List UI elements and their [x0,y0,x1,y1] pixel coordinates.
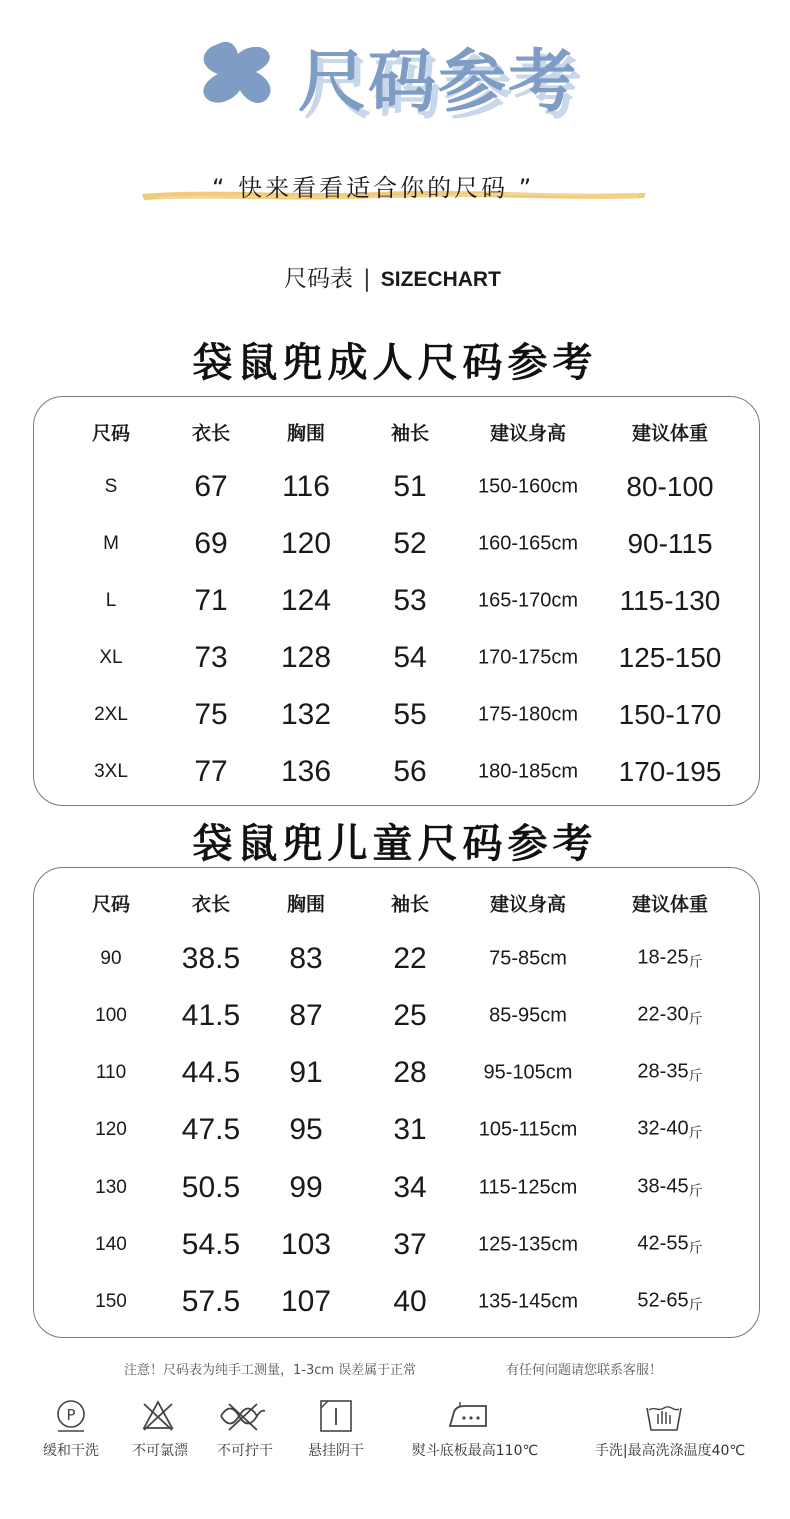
adult-cell-height: 160-165cm [477,532,579,555]
adult-cell-size: S [104,476,118,497]
kids-header-weight: 建议体重 [631,893,709,916]
adult-header-length: 衣长 [191,422,231,445]
adult-cell-chest: 116 [282,470,330,503]
adult-cell-length: 75 [194,698,228,731]
kids-cell-weight [637,1176,702,1201]
kids-cell-sleeve: 37 [393,1228,427,1261]
kids-cell-length: 50.5 [181,1171,241,1204]
sizechart-heading [284,260,501,293]
contact-note: 有任何问题请您联系客服！ [506,1363,663,1378]
adult-cell-height: 165-170cm [477,589,579,612]
adult-cell-height: 150-160cm [477,475,579,498]
hand-wash-40-icon [644,1398,684,1434]
adult-cell-height: 170-175cm [477,646,579,669]
adult-cell-weight: 115-130 [619,585,721,616]
adult-cell-chest: 120 [280,527,332,560]
kids-header-chest: 胸围 [286,893,326,916]
kids-cell-height: 75-85cm [489,947,567,970]
care-label-no-bleach: 不可氯漂 [132,1443,188,1459]
kids-cell-height: 115-125cm [478,1176,578,1199]
adult-cell-size: XL [99,647,123,668]
adult-header-size: 尺码 [91,422,131,445]
care-label-hand-wash: 手洗|最高洗涤温度40℃ [594,1443,746,1459]
adult-cell-chest: 132 [280,698,332,731]
no-bleach-icon [140,1398,176,1434]
weight-unit: 斤 [688,1011,703,1028]
care-label-gentle-dry-clean: 缓和干洗 [43,1443,99,1459]
kids-cell-height: 95-105cm [483,1061,573,1084]
kids-header-size: 尺码 [91,893,131,916]
adult-cell-size: 2XL [94,704,128,725]
adult-cell-height: 175-180cm [477,703,579,726]
adult-header-sleeve: 袖长 [390,422,430,445]
page-title: 尺码参考 [298,43,579,122]
kids-cell-weight [637,1233,702,1258]
adult-cell-chest: 128 [280,641,332,674]
kids-header-length: 衣长 [191,893,231,916]
weight-value: 22-30 [637,1003,689,1026]
subtitle-text: 快来看看适合你的尺码 [238,174,509,202]
adult-header-weight: 建议体重 [631,422,709,445]
kids-size-table [33,867,760,1338]
kids-cell-size: 130 [95,1177,127,1198]
kids-cell-sleeve: 25 [393,999,427,1032]
kids-cell-size: 100 [95,1005,127,1026]
kids-cell-length: 38.5 [181,942,241,975]
weight-value: 38-45 [637,1175,689,1198]
adult-header-height: 建议身高 [489,422,567,445]
kids-cell-weight [637,947,702,972]
kids-cell-chest: 83 [289,942,323,975]
kids-cell-size: 140 [95,1234,127,1255]
kids-cell-length: 54.5 [181,1228,241,1261]
weight-value: 52-65 [637,1289,689,1312]
adult-cell-sleeve: 55 [393,698,427,731]
kids-cell-length: 41.5 [181,999,241,1032]
svg-text:P: P [66,1406,76,1424]
kids-cell-length: 44.5 [181,1056,241,1089]
close-quote: ” [518,174,535,202]
kids-cell-weight [637,1061,702,1086]
adult-cell-sleeve: 56 [393,755,427,788]
adult-cell-size: L [105,590,117,611]
kids-cell-sleeve: 34 [393,1171,427,1204]
adult-cell-size: M [103,533,119,554]
weight-unit: 斤 [688,954,703,971]
weight-unit: 斤 [688,1297,703,1314]
kids-cell-size: 110 [95,1062,127,1083]
adult-cell-sleeve: 53 [393,584,427,617]
gentle-dry-clean-icon [53,1398,89,1434]
adult-header-chest: 胸围 [286,422,326,445]
sizechart-en: SIZECHART [380,268,501,291]
kids-cell-sleeve: 22 [393,942,427,975]
weight-value: 28-35 [637,1060,689,1083]
adult-cell-sleeve: 52 [393,527,427,560]
kids-cell-height: 105-115cm [478,1118,578,1141]
adult-cell-weight: 90-115 [627,528,713,559]
iron-110-icon [446,1398,492,1434]
care-label-no-wring: 不可拧干 [217,1443,273,1459]
adult-cell-chest: 136 [280,755,332,788]
adult-cell-size: 3XL [94,761,128,782]
kids-cell-chest: 99 [289,1171,323,1204]
kids-cell-chest: 87 [289,999,323,1032]
weight-unit: 斤 [688,1240,703,1257]
open-quote: “ [212,174,228,202]
adult-cell-weight: 150-170 [618,699,722,730]
hang-dry-shade-icon [318,1398,354,1434]
kids-cell-weight [637,1118,702,1143]
no-wring-icon [217,1398,267,1434]
adult-cell-weight: 80-100 [626,471,714,502]
kids-cell-length: 57.5 [181,1285,241,1318]
weight-value: 42-55 [637,1232,689,1255]
star-icon [196,38,286,110]
kids-cell-length: 47.5 [181,1113,241,1146]
adult-cell-sleeve: 51 [393,470,427,503]
kids-cell-weight [637,1290,702,1315]
adult-cell-length: 67 [194,470,228,503]
adult-cell-sleeve: 54 [393,641,427,674]
kids-cell-weight [637,1004,702,1029]
measurement-note: 注意！尺码表为纯手工测量，1-3cm 误差属于正常 [124,1363,417,1378]
kids-header-sleeve: 袖长 [390,893,430,916]
kids-cell-sleeve: 40 [393,1285,427,1318]
adult-cell-length: 69 [194,527,228,560]
adult-cell-chest: 124 [280,584,332,617]
adult-table-title: 袋鼠兜成人尺码参考 [192,340,598,386]
adult-cell-length: 73 [194,641,228,674]
sizechart-separator: | [363,266,371,292]
adult-cell-height: 180-185cm [477,760,579,783]
kids-cell-sleeve: 31 [393,1113,427,1146]
care-label-iron: 熨斗底板最高110℃ [411,1443,539,1459]
adult-cell-weight: 170-195 [618,756,722,787]
kids-cell-size: 120 [95,1119,127,1140]
kids-table-title: 袋鼠兜儿童尺码参考 [192,821,598,867]
weight-value: 18-25 [637,946,689,969]
subtitle [212,168,534,203]
kids-cell-height: 125-135cm [477,1233,579,1256]
kids-cell-chest: 107 [280,1285,332,1318]
kids-cell-chest: 103 [280,1228,332,1261]
weight-unit: 斤 [688,1125,703,1142]
weight-unit: 斤 [688,1068,703,1085]
adult-cell-length: 71 [194,584,228,617]
sizechart-cn: 尺码表 [284,266,353,292]
kids-cell-height: 85-95cm [489,1004,567,1027]
care-label-hang-dry: 悬挂阴干 [308,1443,364,1459]
kids-cell-chest: 95 [289,1113,323,1146]
kids-header-height: 建议身高 [489,893,567,916]
adult-cell-weight: 125-150 [618,642,722,673]
kids-cell-chest: 91 [289,1056,323,1089]
kids-cell-size: 90 [100,948,122,969]
kids-cell-size: 150 [95,1291,127,1312]
adult-cell-length: 77 [194,755,228,788]
kids-cell-sleeve: 28 [393,1056,427,1089]
weight-unit: 斤 [688,1183,703,1200]
kids-cell-height: 135-145cm [477,1290,579,1313]
weight-value: 32-40 [637,1117,689,1140]
